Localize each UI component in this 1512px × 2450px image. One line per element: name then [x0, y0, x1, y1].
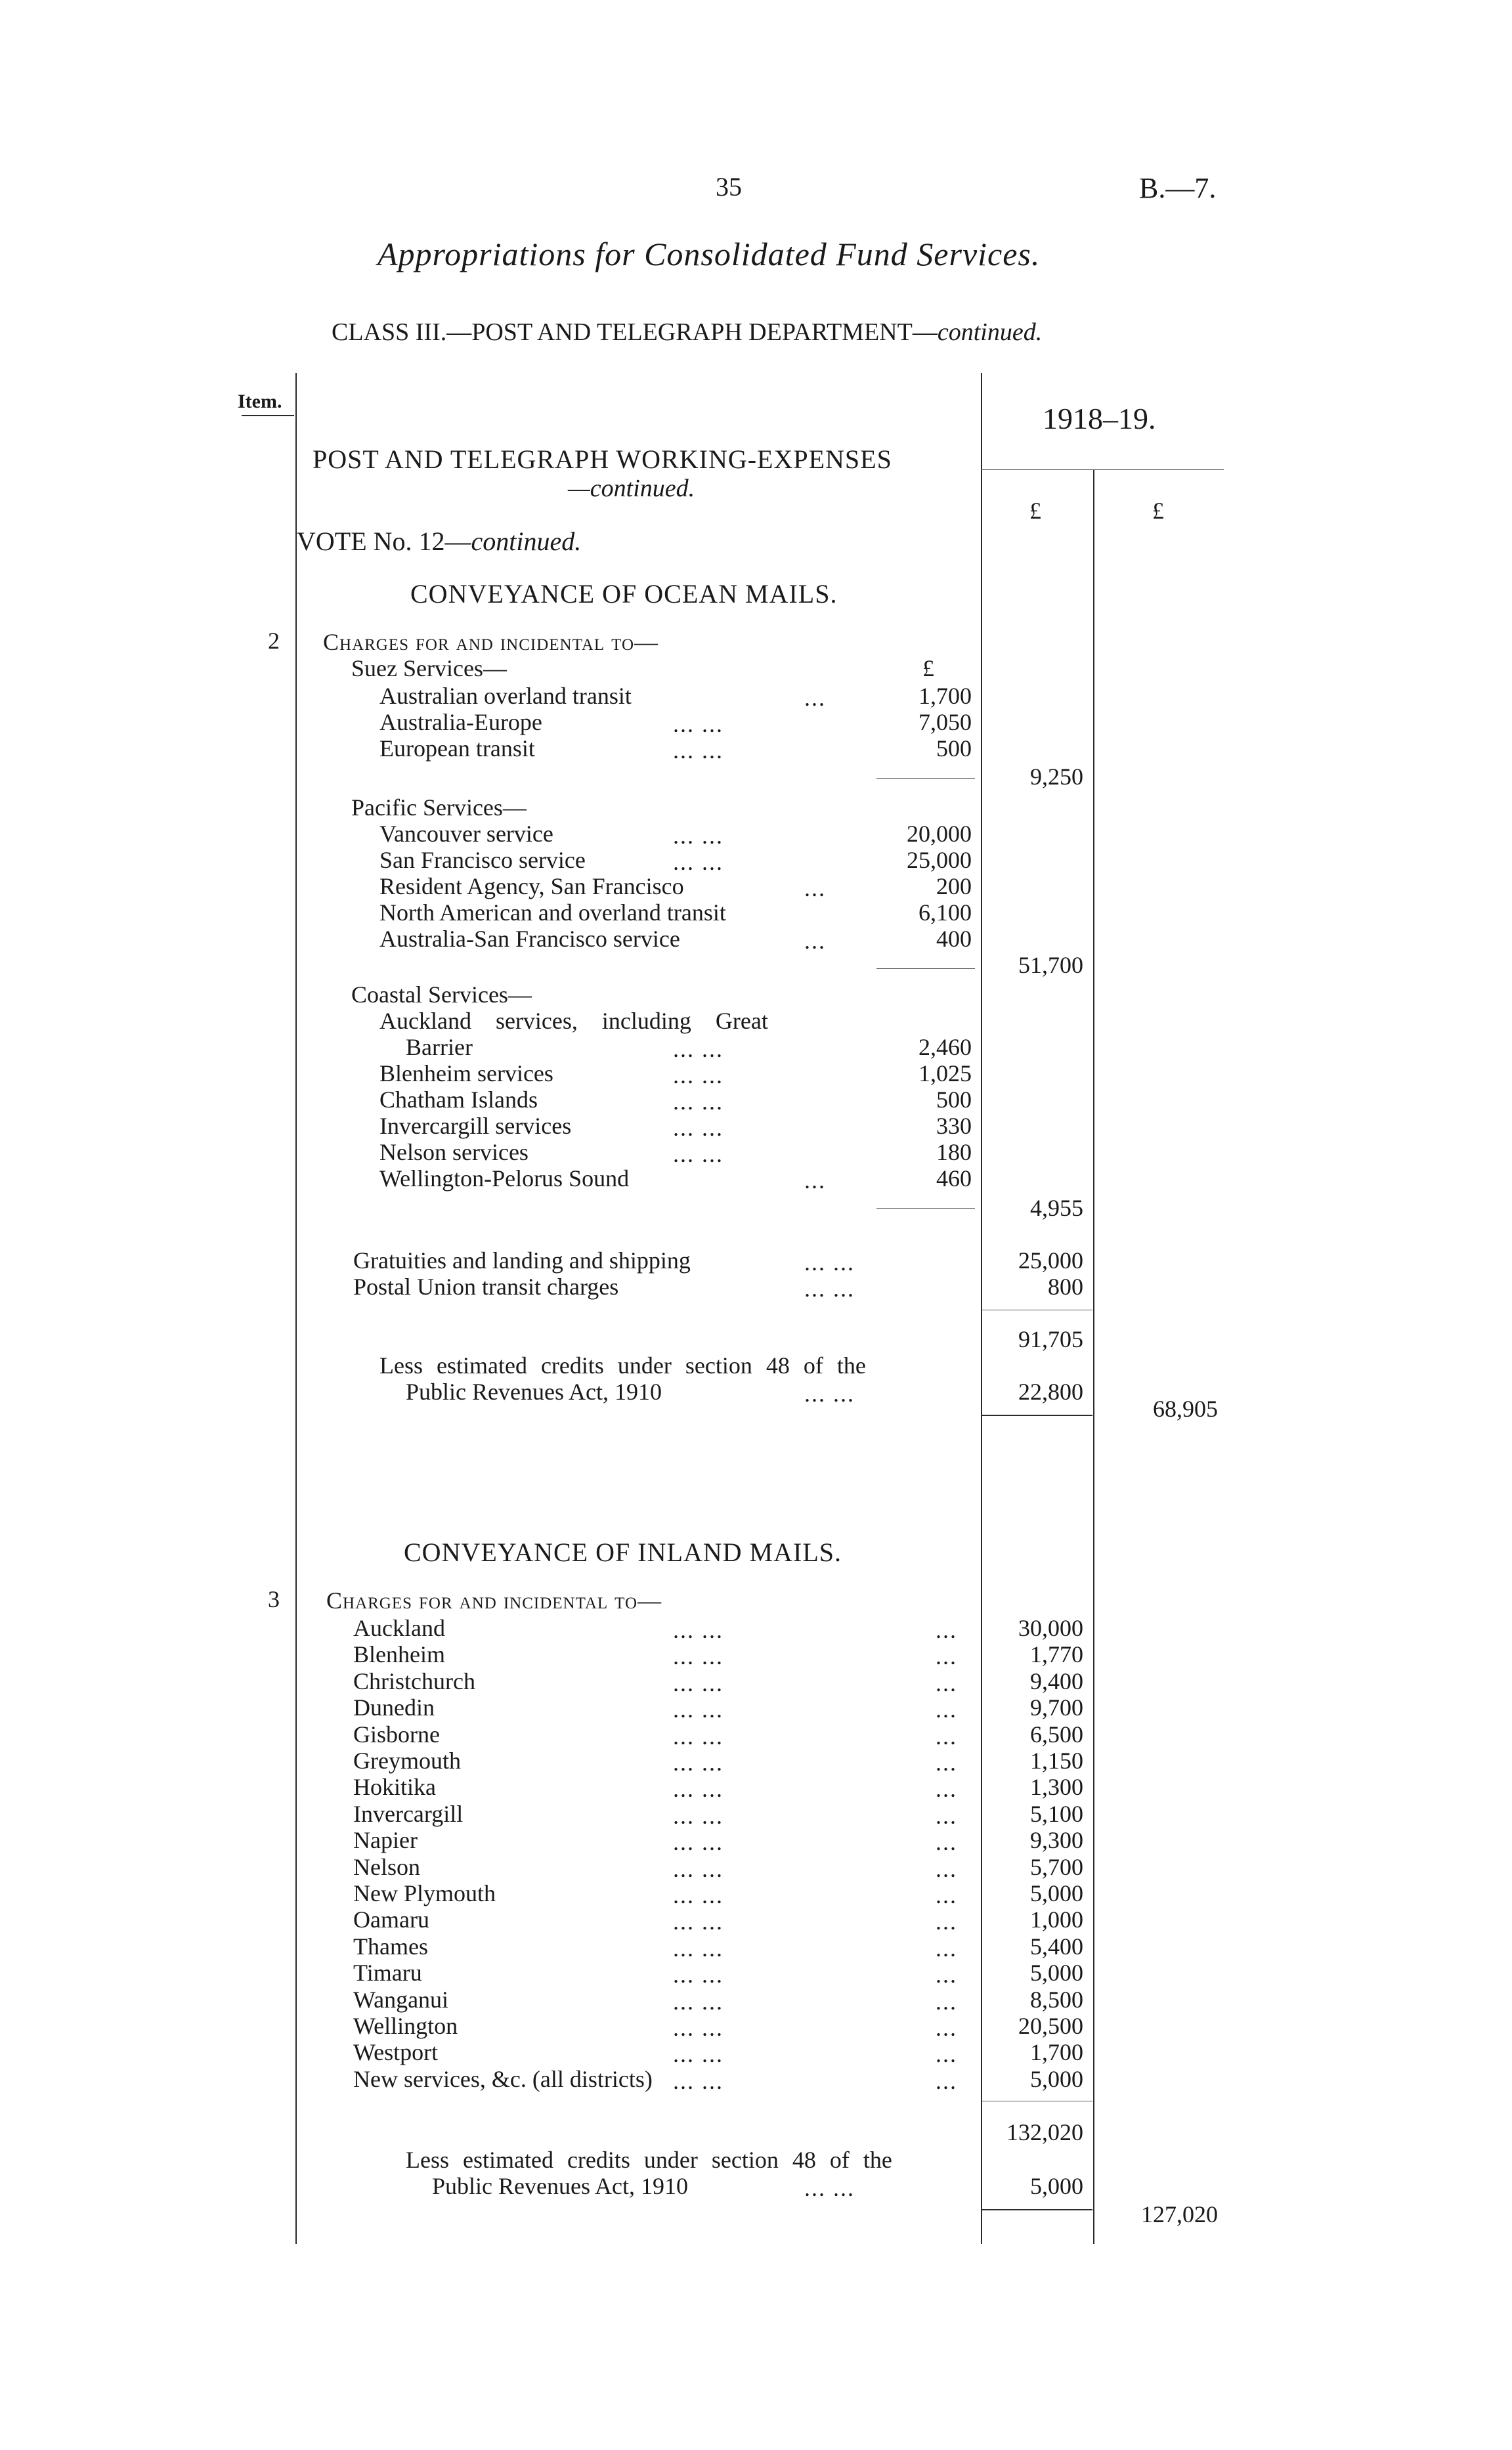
pacific-heading: Pacific Services—: [351, 794, 527, 821]
inland-district-label: Nelson: [353, 1854, 420, 1880]
class-heading: [332, 320, 1042, 345]
pacific-row-amount: 200: [936, 873, 972, 899]
coastal-row-label: Barrier: [406, 1034, 473, 1060]
inland-district-label: Hokitika: [353, 1774, 436, 1800]
ocean-net-rule: [982, 1415, 1092, 1416]
inland-district-amount: 5,000: [1030, 2066, 1083, 2092]
page-title: Appropriations for Consolidated Fund Services.: [378, 236, 1041, 272]
inland-district-leader: ...: [936, 1723, 957, 1750]
inland-district-label: New Plymouth: [353, 1880, 496, 1906]
inland-district-leader: ... ...: [673, 1829, 724, 1855]
suez-row-label: Australian overland transit: [379, 683, 632, 709]
inland-district-label: Thames: [353, 1933, 428, 1960]
inland-district-label: Christchurch: [353, 1668, 475, 1694]
inland-district-leader: ... ...: [673, 1803, 724, 1829]
inland-district-amount: 1,700: [1030, 2039, 1083, 2065]
inland-district-leader: ... ...: [673, 1935, 724, 1962]
inland-district-leader: ... ...: [673, 1856, 724, 1882]
inland-district-amount: 30,000: [1018, 1615, 1083, 1641]
gratuities-leader: ... ...: [804, 1249, 855, 1276]
suez-row-leader: ... ...: [673, 737, 724, 763]
pacific-row-leader: ...: [804, 928, 826, 954]
coastal-row-amount: 2,460: [918, 1034, 972, 1060]
amount-column-rule-left: [981, 373, 982, 2244]
inland-district-leader: ...: [936, 1988, 957, 2015]
pacific-row-leader: ... ...: [673, 849, 724, 875]
coastal-row-amount: 460: [936, 1165, 972, 1192]
coastal-row-label: Blenheim services: [379, 1060, 553, 1086]
inland-net-rule: [982, 2209, 1092, 2210]
item-header-rule: [242, 415, 294, 416]
coastal-first-line: Auckland services, including Great: [379, 1008, 768, 1034]
inland-district-amount: 8,500: [1030, 1987, 1083, 2013]
inland-district-label: New services, &c. (all districts): [353, 2066, 653, 2092]
inland-district-leader: ...: [936, 1670, 957, 1696]
coastal-sum-rule: [876, 1208, 975, 1209]
inland-district-leader: ...: [936, 1643, 957, 1669]
coastal-heading: Coastal Services—: [351, 981, 532, 1008]
coastal-row-label: Invercargill services: [379, 1113, 572, 1139]
inland-district-amount: 9,700: [1030, 1694, 1083, 1721]
coastal-row-label: Chatham Islands: [379, 1086, 538, 1113]
coastal-row-label: Wellington-Pelorus Sound: [379, 1165, 630, 1192]
pacific-row-amount: 6,100: [918, 899, 972, 926]
suez-total: 9,250: [1030, 763, 1083, 790]
inland-mails-heading: CONVEYANCE OF INLAND MAILS.: [404, 1537, 842, 1567]
ocean-mails-heading: CONVEYANCE OF OCEAN MAILS.: [410, 579, 838, 609]
ocean-charges-label: Charges for and incidental to—: [323, 629, 659, 655]
inland-district-leader: ... ...: [673, 1962, 724, 1988]
suez-row-leader: ...: [804, 685, 826, 711]
pacific-row-leader: ... ...: [673, 823, 724, 849]
inland-district-leader: ... ...: [673, 1670, 724, 1696]
inland-district-label: Gisborne: [353, 1721, 440, 1748]
vote-heading: [297, 528, 581, 555]
suez-row-amount: 7,050: [918, 709, 972, 735]
inland-district-label: Timaru: [353, 1960, 422, 1986]
inland-district-label: Blenheim: [353, 1641, 445, 1667]
pacific-row-amount: 400: [936, 926, 972, 952]
coastal-total: 4,955: [1030, 1195, 1083, 1221]
coastal-row-leader: ... ...: [673, 1088, 724, 1115]
inland-district-leader: ...: [936, 1935, 957, 1962]
inland-district-label: Westport: [353, 2039, 439, 2065]
inland-district-leader: ...: [936, 2068, 957, 2094]
inland-charges-label: Charges for and incidental to—: [326, 1587, 662, 1614]
inland-district-leader: ... ...: [673, 1723, 724, 1750]
inland-district-leader: ... ...: [673, 2015, 724, 2041]
inland-less-credits-line2: Public Revenues Act, 1910: [432, 2173, 688, 2199]
vote-heading-text: VOTE No. 12—: [297, 527, 471, 556]
inland-district-leader: ...: [936, 1617, 957, 1643]
coastal-row-leader: ...: [804, 1167, 826, 1193]
coastal-row-leader: ... ...: [673, 1115, 724, 1141]
inland-district-amount: 5,000: [1030, 1880, 1083, 1906]
postal-union-amount: 800: [1048, 1274, 1083, 1300]
coastal-row-amount: 330: [936, 1113, 972, 1139]
inland-district-leader: ...: [936, 2041, 957, 2067]
inland-district-label: Dunedin: [353, 1694, 435, 1721]
inland-district-amount: 1,150: [1030, 1748, 1083, 1774]
inland-district-leader: ... ...: [673, 2068, 724, 2094]
suez-sum-rule: [876, 778, 975, 779]
suez-row-label: Australia-Europe: [379, 709, 542, 735]
postal-union-leader: ... ...: [804, 1276, 855, 1302]
coastal-row-amount: 500: [936, 1086, 972, 1113]
inland-district-amount: 5,700: [1030, 1854, 1083, 1880]
suez-row-leader: ... ...: [673, 711, 724, 737]
inland-subtotal: 132,020: [1006, 2119, 1083, 2145]
pacific-row-amount: 20,000: [907, 821, 972, 847]
inland-item-number: 3: [268, 1586, 280, 1612]
pound-sign-left: £: [1029, 498, 1041, 524]
ocean-less-credits-line2: Public Revenues Act, 1910: [406, 1379, 662, 1405]
inland-district-leader: ...: [936, 1962, 957, 1988]
pacific-row-amount: 25,000: [907, 847, 972, 873]
inland-district-leader: ... ...: [673, 1696, 724, 1723]
inland-district-leader: ... ...: [673, 1908, 724, 1935]
inland-district-label: Invercargill: [353, 1801, 464, 1827]
inland-district-amount: 6,500: [1030, 1721, 1083, 1748]
ocean-subtotal: 91,705: [1018, 1326, 1083, 1352]
ocean-item-number: 2: [268, 628, 280, 654]
coastal-row-leader: ... ...: [673, 1062, 724, 1088]
vote-heading-continued: continued.: [471, 527, 582, 556]
gratuities-label: Gratuities and landing and shipping: [353, 1247, 691, 1274]
inland-district-leader: ...: [936, 1856, 957, 1882]
inland-district-label: Auckland: [353, 1615, 445, 1641]
inland-district-leader: ...: [936, 1829, 957, 1855]
pacific-row-label: San Francisco service: [379, 847, 586, 873]
inland-district-leader: ...: [936, 1750, 957, 1776]
inland-district-amount: 20,500: [1018, 2013, 1083, 2039]
pacific-total: 51,700: [1018, 952, 1083, 978]
inland-less-credits-amount: 5,000: [1030, 2173, 1083, 2199]
inland-district-label: Napier: [353, 1827, 418, 1853]
inland-district-leader: ...: [936, 2015, 957, 2041]
coastal-row-amount: 1,025: [918, 1060, 972, 1086]
year-header-rule: [981, 469, 1224, 470]
inland-district-label: Wellington: [353, 2013, 458, 2039]
inland-district-amount: 5,400: [1030, 1933, 1083, 1960]
inland-district-leader: ... ...: [673, 1882, 724, 1908]
suez-row-amount: 500: [936, 735, 972, 762]
inland-district-leader: ... ...: [673, 1617, 724, 1643]
suez-row-label: European transit: [379, 735, 535, 762]
pacific-row-label: North American and overland transit: [379, 899, 726, 926]
page-number: 35: [716, 172, 742, 202]
inland-district-amount: 1,000: [1030, 1906, 1083, 1933]
pound-sign-right: £: [1152, 498, 1164, 524]
coastal-row-leader: ... ...: [673, 1141, 724, 1167]
inland-less-credits-line1: Less estimated credits under section 48 of the: [406, 2147, 892, 2173]
item-column-rule: [295, 373, 297, 2244]
inland-district-amount: 5,000: [1030, 1960, 1083, 1986]
document-reference: B.—7.: [1139, 172, 1217, 204]
pacific-row-label: Australia-San Francisco service: [379, 926, 680, 952]
coastal-row-leader: ... ...: [673, 1036, 724, 1062]
inland-district-label: Wanganui: [353, 1987, 449, 2013]
ocean-less-credits-leader: ... ...: [804, 1381, 855, 1407]
inland-net-total: 127,020: [1141, 2201, 1218, 2227]
postal-union-label: Postal Union transit charges: [353, 1274, 619, 1300]
suez-heading: Suez Services—: [351, 655, 507, 681]
ocean-net-total: 68,905: [1153, 1396, 1218, 1422]
ocean-pound-sign: £: [922, 655, 934, 681]
inland-district-leader: ... ...: [673, 1988, 724, 2015]
coastal-row-amount: 180: [936, 1139, 972, 1165]
inland-district-leader: ...: [936, 1803, 957, 1829]
section-title-continued: —continued.: [568, 475, 695, 502]
amount-column-rule-mid: [1093, 469, 1094, 2244]
ocean-less-credits-line1: Less estimated credits under section 48 of the: [379, 1352, 866, 1379]
inland-district-amount: 9,300: [1030, 1827, 1083, 1853]
inland-district-amount: 1,770: [1030, 1641, 1083, 1667]
inland-district-leader: ... ...: [673, 1643, 724, 1669]
inland-district-leader: ...: [936, 1776, 957, 1802]
inland-district-label: Greymouth: [353, 1748, 461, 1774]
inland-district-leader: ...: [936, 1696, 957, 1723]
pacific-row-label: Resident Agency, San Francisco: [379, 873, 684, 899]
gratuities-amount: 25,000: [1018, 1247, 1083, 1274]
year-column-header: 1918–19.: [1043, 402, 1156, 435]
inland-district-leader: ...: [936, 1882, 957, 1908]
inland-less-credits-leader: ... ...: [804, 2175, 855, 2201]
item-column-header: Item.: [238, 391, 282, 412]
class-heading-text: CLASS III.—POST AND TELEGRAPH DEPARTMENT—: [332, 318, 938, 346]
coastal-row-label: Nelson services: [379, 1139, 529, 1165]
inland-district-label: Oamaru: [353, 1906, 429, 1933]
pacific-row-leader: ...: [804, 875, 826, 901]
inland-district-leader: ...: [936, 1908, 957, 1935]
suez-row-amount: 1,700: [918, 683, 972, 709]
ocean-less-credits-amount: 22,800: [1018, 1379, 1083, 1405]
inland-district-amount: 1,300: [1030, 1774, 1083, 1800]
inland-district-leader: ... ...: [673, 2041, 724, 2067]
inland-district-amount: 9,400: [1030, 1668, 1083, 1694]
pacific-row-label: Vancouver service: [379, 821, 553, 847]
inland-district-amount: 5,100: [1030, 1801, 1083, 1827]
section-title: POST AND TELEGRAPH WORKING-EXPENSES: [313, 444, 892, 474]
inland-district-leader: ... ...: [673, 1750, 724, 1776]
class-heading-continued: continued.: [937, 318, 1043, 346]
inland-district-leader: ... ...: [673, 1776, 724, 1802]
pacific-sum-rule: [876, 968, 975, 969]
